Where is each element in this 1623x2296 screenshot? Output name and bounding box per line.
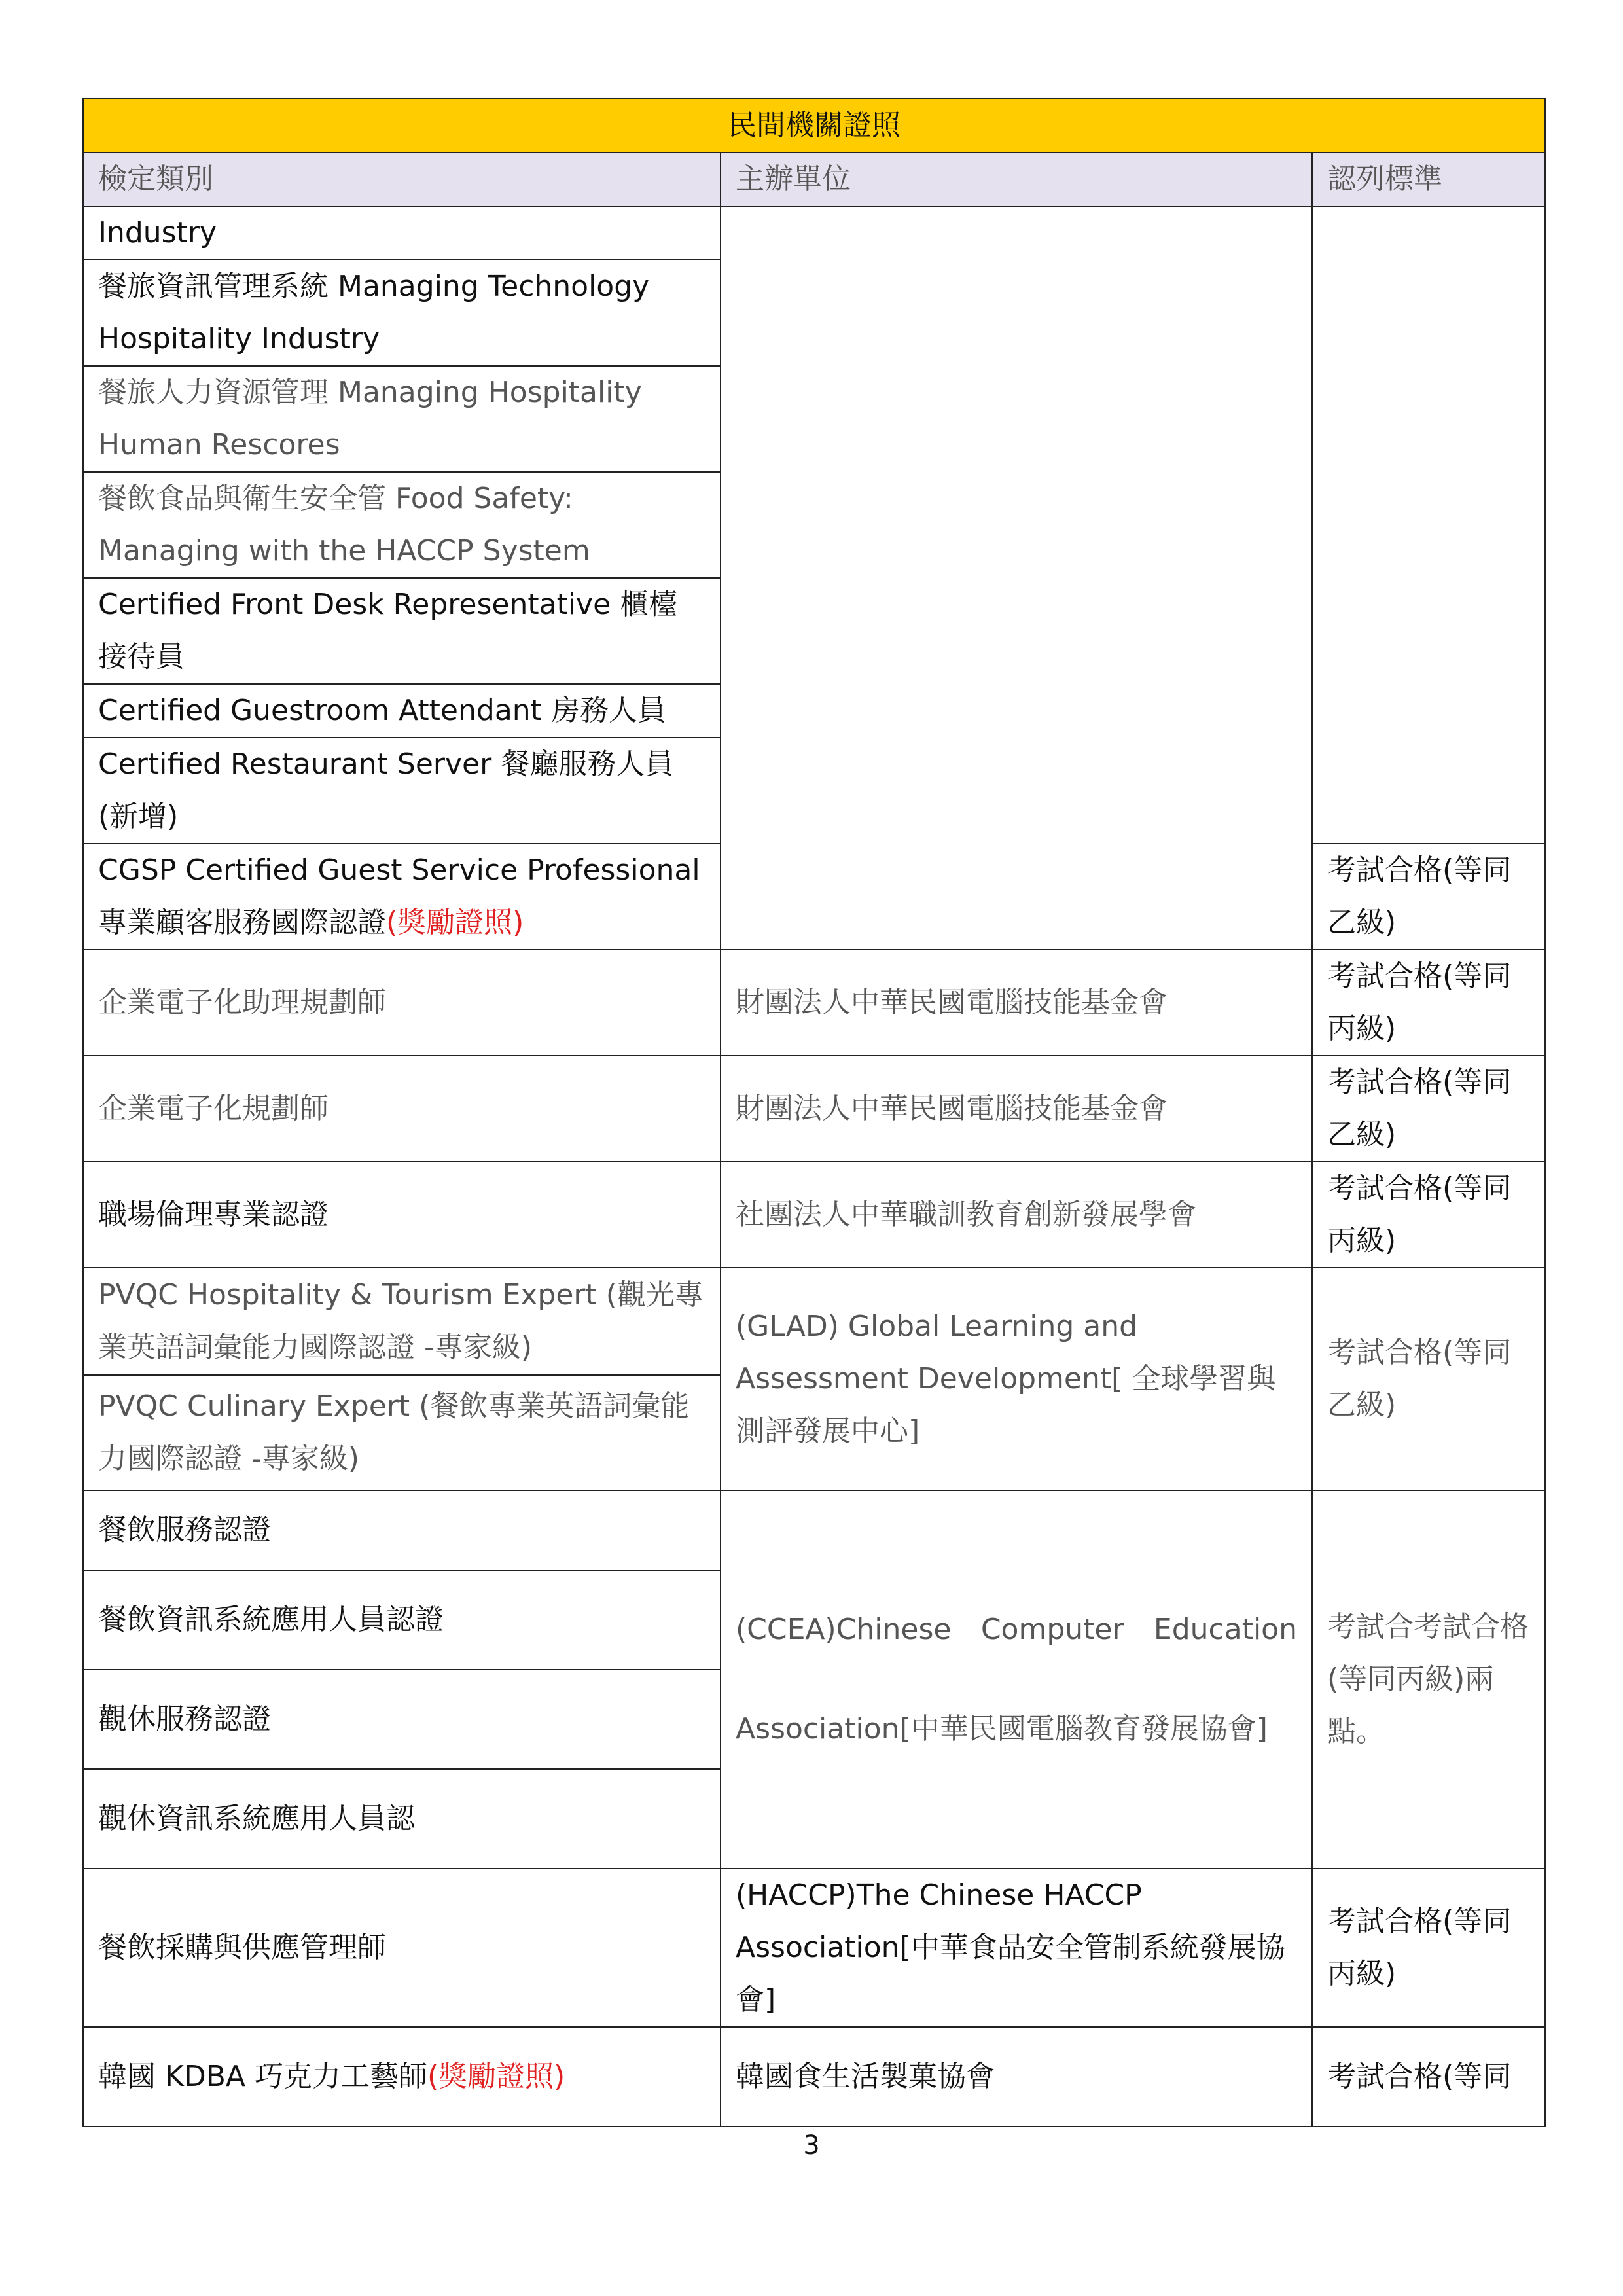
cert-hr-management: 餐旅人力資源管理 Managing Hospitality Human Rescores: [83, 366, 721, 472]
table-row: [83, 1268, 1545, 1375]
standard-ccea: 考試合考試合格(等同丙級)兩點。: [1312, 1490, 1545, 1869]
cert-leisure-service: 觀休服務認證: [83, 1670, 721, 1769]
cert-front-desk: Certified Front Desk Representative 櫃檯接待員: [83, 578, 721, 684]
standard-pvqc: 考試合格(等同乙級): [1312, 1268, 1545, 1490]
header-organizer: 主辦單位: [721, 152, 1312, 206]
cert-leisure-info-system: 觀休資訊系統應用人員認: [83, 1769, 721, 1869]
cert-cgsp: [83, 844, 721, 950]
page-number: 3: [803, 2130, 820, 2161]
reward-badge: (獎勵證照): [427, 2060, 565, 2093]
cert-ebiz-planner: 企業電子化規劃師: [83, 1056, 721, 1162]
organizer-ebiz-planner: 財團法人中華民國電腦技能基金會: [721, 1056, 1312, 1162]
reward-badge: (獎勵證照): [386, 906, 524, 939]
standard-workplace-ethics: 考試合格(等同丙級): [1312, 1162, 1545, 1268]
organizer-empty-cell: [721, 206, 1312, 950]
cert-pvqc-culinary: PVQC Culinary Expert (餐飲專業英語詞彙能力國際認證 -專家級): [83, 1375, 721, 1490]
cert-industry: Industry: [83, 206, 721, 260]
cert-procurement: 餐飲採購與供應管理師: [83, 1869, 721, 2027]
cert-cgsp-name: CGSP Certified Guest Service Professional 專業顧客服務國際認證: [98, 853, 700, 939]
standard-ebiz-assistant: 考試合格(等同丙級): [1312, 950, 1545, 1056]
cert-pvqc-hospitality: PVQC Hospitality & Tourism Expert (觀光專業英語詞彙能力國際認證 -專家級): [83, 1268, 721, 1375]
organizer-haccp: (HACCP)The Chinese HACCP Association[中華食品安全管制系統發展協會]: [721, 1869, 1312, 2027]
cert-food-info-system: 餐飲資訊系統應用人員認證: [83, 1570, 721, 1670]
cert-tech-management: 餐旅資訊管理系統 Managing Technology Hospitality Industry: [83, 260, 721, 366]
table-row: [83, 2027, 1545, 2126]
organizer-kdba: 韓國食生活製菓協會: [721, 2027, 1312, 2126]
cert-kdba-name: 韓國 KDBA 巧克力工藝師: [98, 2060, 427, 2093]
cert-workplace-ethics: 職場倫理專業認證: [83, 1162, 721, 1268]
table-header-row: [83, 152, 1545, 206]
cert-guestroom: Certified Guestroom Attendant 房務人員: [83, 684, 721, 738]
organizer-workplace-ethics: 社團法人中華職訓教育創新發展學會: [721, 1162, 1312, 1268]
header-standard: 認列標準: [1312, 152, 1545, 206]
table-row: [83, 1869, 1545, 2027]
organizer-ccea: [721, 1490, 1312, 1869]
standard-kdba: 考試合格(等同: [1312, 2027, 1545, 2126]
cert-ebiz-assistant: 企業電子化助理規劃師: [83, 950, 721, 1056]
standard-cgsp: 考試合格(等同乙級): [1312, 844, 1545, 950]
table-row: [83, 1056, 1545, 1162]
cert-food-service: 餐飲服務認證: [83, 1490, 721, 1570]
table-title-row: [83, 99, 1545, 152]
cert-food-safety: 餐飲食品與衛生安全管 Food Safety: Managing with the HACCP System: [83, 472, 721, 578]
organizer-ccea-line2: Association[中華民國電腦教育發展協會]: [736, 1712, 1268, 1746]
table-row: [83, 950, 1545, 1056]
standard-empty-cell: [1312, 206, 1545, 844]
header-category: 檢定類別: [83, 152, 721, 206]
organizer-glad: (GLAD) Global Learning and Assessment Development[ 全球學習與測評發展中心]: [721, 1268, 1312, 1490]
table-title: 民間機關證照: [83, 99, 1545, 152]
certificate-table: [82, 98, 1546, 2127]
table-row: [83, 206, 1545, 260]
standard-procurement: 考試合格(等同丙級): [1312, 1869, 1545, 2027]
table-row: [83, 1490, 1545, 1570]
cert-kdba: [83, 2027, 721, 2126]
cert-restaurant-server: Certified Restaurant Server 餐廳服務人員(新增): [83, 738, 721, 844]
standard-ebiz-planner: 考試合格(等同乙級): [1312, 1056, 1545, 1162]
organizer-ebiz-assistant: 財團法人中華民國電腦技能基金會: [721, 950, 1312, 1056]
table-row: [83, 1162, 1545, 1268]
organizer-ccea-line1: (CCEA)Chinese Computer Education: [736, 1613, 1297, 1646]
